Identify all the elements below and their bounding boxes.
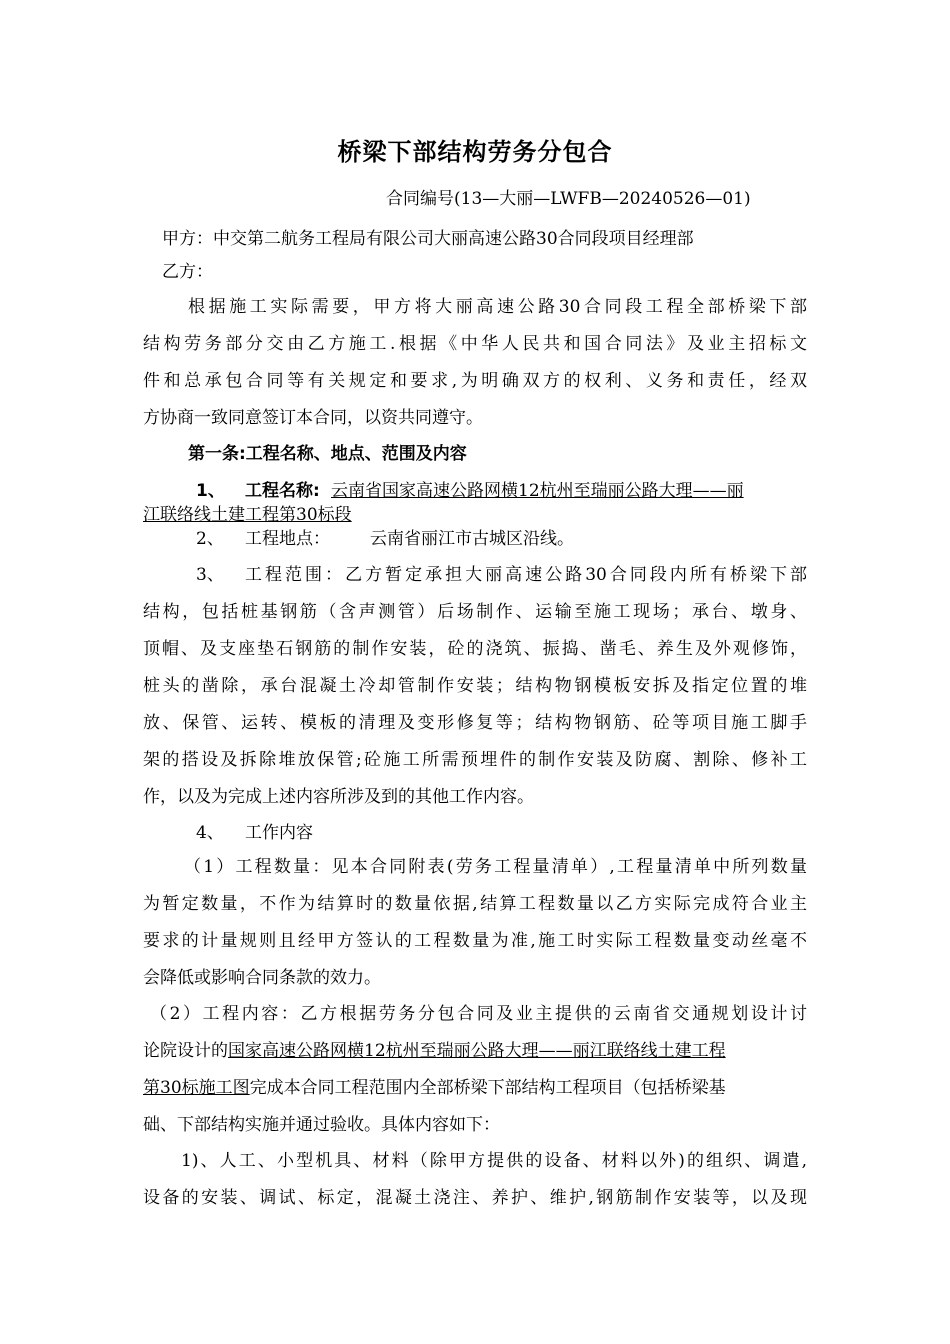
contract-title: 桥梁下部结构劳务分包合 (337, 138, 613, 166)
item-1-value-line-2: 江联络线土建工程第30标段 (143, 505, 352, 525)
item-3-line-3: 顶帽、及支座垫石钢筋的制作安装，砼的浇筑、振捣、凿毛、养生及外观修饰， (143, 639, 807, 659)
intro-line-1: 根据施工实际需要，甲方将大丽高速公路30合同段工程全部桥梁下部 (188, 297, 807, 317)
sub-2-line-3-suffix: 完成本合同工程范围内全部桥梁下部结构工程项目（包括桥梁基 (249, 1078, 726, 1098)
article-1-heading: 第一条:工程名称、地点、范围及内容 (188, 444, 467, 464)
item-4-number: 4、 (196, 823, 224, 843)
sub-2-item-1-line-2: 设备的安装、调试、标定，混凝土浇注、养护、维护,钢筋制作安装等，以及现 (143, 1188, 807, 1208)
item-2-value: 云南省丽江市古城区沿线。 (370, 529, 574, 549)
party-a: 甲方：中交第二航务工程局有限公司大丽高速公路30合同段项目经理部 (162, 229, 694, 249)
item-3-line-2: 结构，包括桩基钢筋（含声测管）后场制作、运输至施工现场；承台、墩身、 (143, 602, 807, 622)
sub-2-line-3 (143, 1077, 726, 1099)
item-3-line-1: 工程范围：乙方暂定承担大丽高速公路30合同段内所有桥梁下部 (245, 565, 807, 585)
item-1-label: 工程名称: (245, 481, 320, 501)
sub-2-line-2 (143, 1040, 726, 1062)
item-3-line-7: 作，以及为完成上述内容所涉及到的其他工作内容。 (143, 787, 534, 807)
sub-2-line-4: 础、下部结构实施并通过验收。具体内容如下： (143, 1115, 500, 1135)
intro-line-2: 结构劳务部分交由乙方施工.根据《中华人民共和国合同法》及业主招标文 (143, 334, 807, 354)
intro-line-3: 件和总承包合同等有关规定和要求,为明确双方的权利、义务和责任，经双 (143, 371, 807, 391)
sub-1-line-2: 为暂定数量，不作为结算时的数量依据,结算工程数量以乙方实际完成符合业主 (143, 894, 807, 914)
item-4-label: 工作内容 (245, 823, 313, 843)
contract-number: 合同编号(13—大丽—LWFB—20240526—01) (386, 189, 751, 209)
intro-line-4: 方协商一致同意签订本合同，以资共同遵守。 (143, 408, 483, 428)
item-2-number: 2、 (196, 529, 224, 549)
item-3-line-5: 放、保管、运转、模板的清理及变形修复等；结构物钢筋、砼等项目施工脚手 (143, 713, 807, 733)
item-1-number: 1、 (196, 481, 225, 501)
party-b: 乙方： (162, 262, 213, 282)
sub-2-item-1-line-1: 1)、人工、小型机具、材料（除甲方提供的设备、材料以外)的组织、调遣, (181, 1151, 807, 1171)
item-2-label: 工程地点： (245, 529, 330, 549)
item-3-line-6: 架的搭设及拆除堆放保管;砼施工所需预埋件的制作安装及防腐、割除、修补工 (143, 750, 807, 770)
sub-2-drawing-ref: 第30标施工图 (143, 1078, 250, 1098)
item-3-line-4: 桩头的凿除，承台混凝土冷却管制作安装；结构物钢模板安拆及指定位置的堆 (143, 676, 807, 696)
sub-1-line-3: 要求的计量规则且经甲方签认的工程数量为准,施工时实际工程数量变动丝毫不 (143, 931, 807, 951)
sub-2-line-1: （2）工程内容：乙方根据劳务分包合同及业主提供的云南省交通规划设计讨 (150, 1004, 807, 1024)
item-1-value-line-1: 云南省国家高速公路网横12杭州至瑞丽公路大理——丽 (331, 481, 744, 501)
sub-1-line-1: （1）工程数量：见本合同附表(劳务工程量清单）,工程量清单中所列数量 (184, 857, 807, 877)
sub-1-line-4: 会降低或影响合同条款的效力。 (143, 968, 381, 988)
sub-2-drawing-name: 国家高速公路网横12杭州至瑞丽公路大理——丽江联络线土建工程 (228, 1041, 726, 1061)
item-3-number: 3、 (196, 565, 224, 585)
sub-2-line-2-prefix: 论院设计的 (143, 1041, 228, 1061)
